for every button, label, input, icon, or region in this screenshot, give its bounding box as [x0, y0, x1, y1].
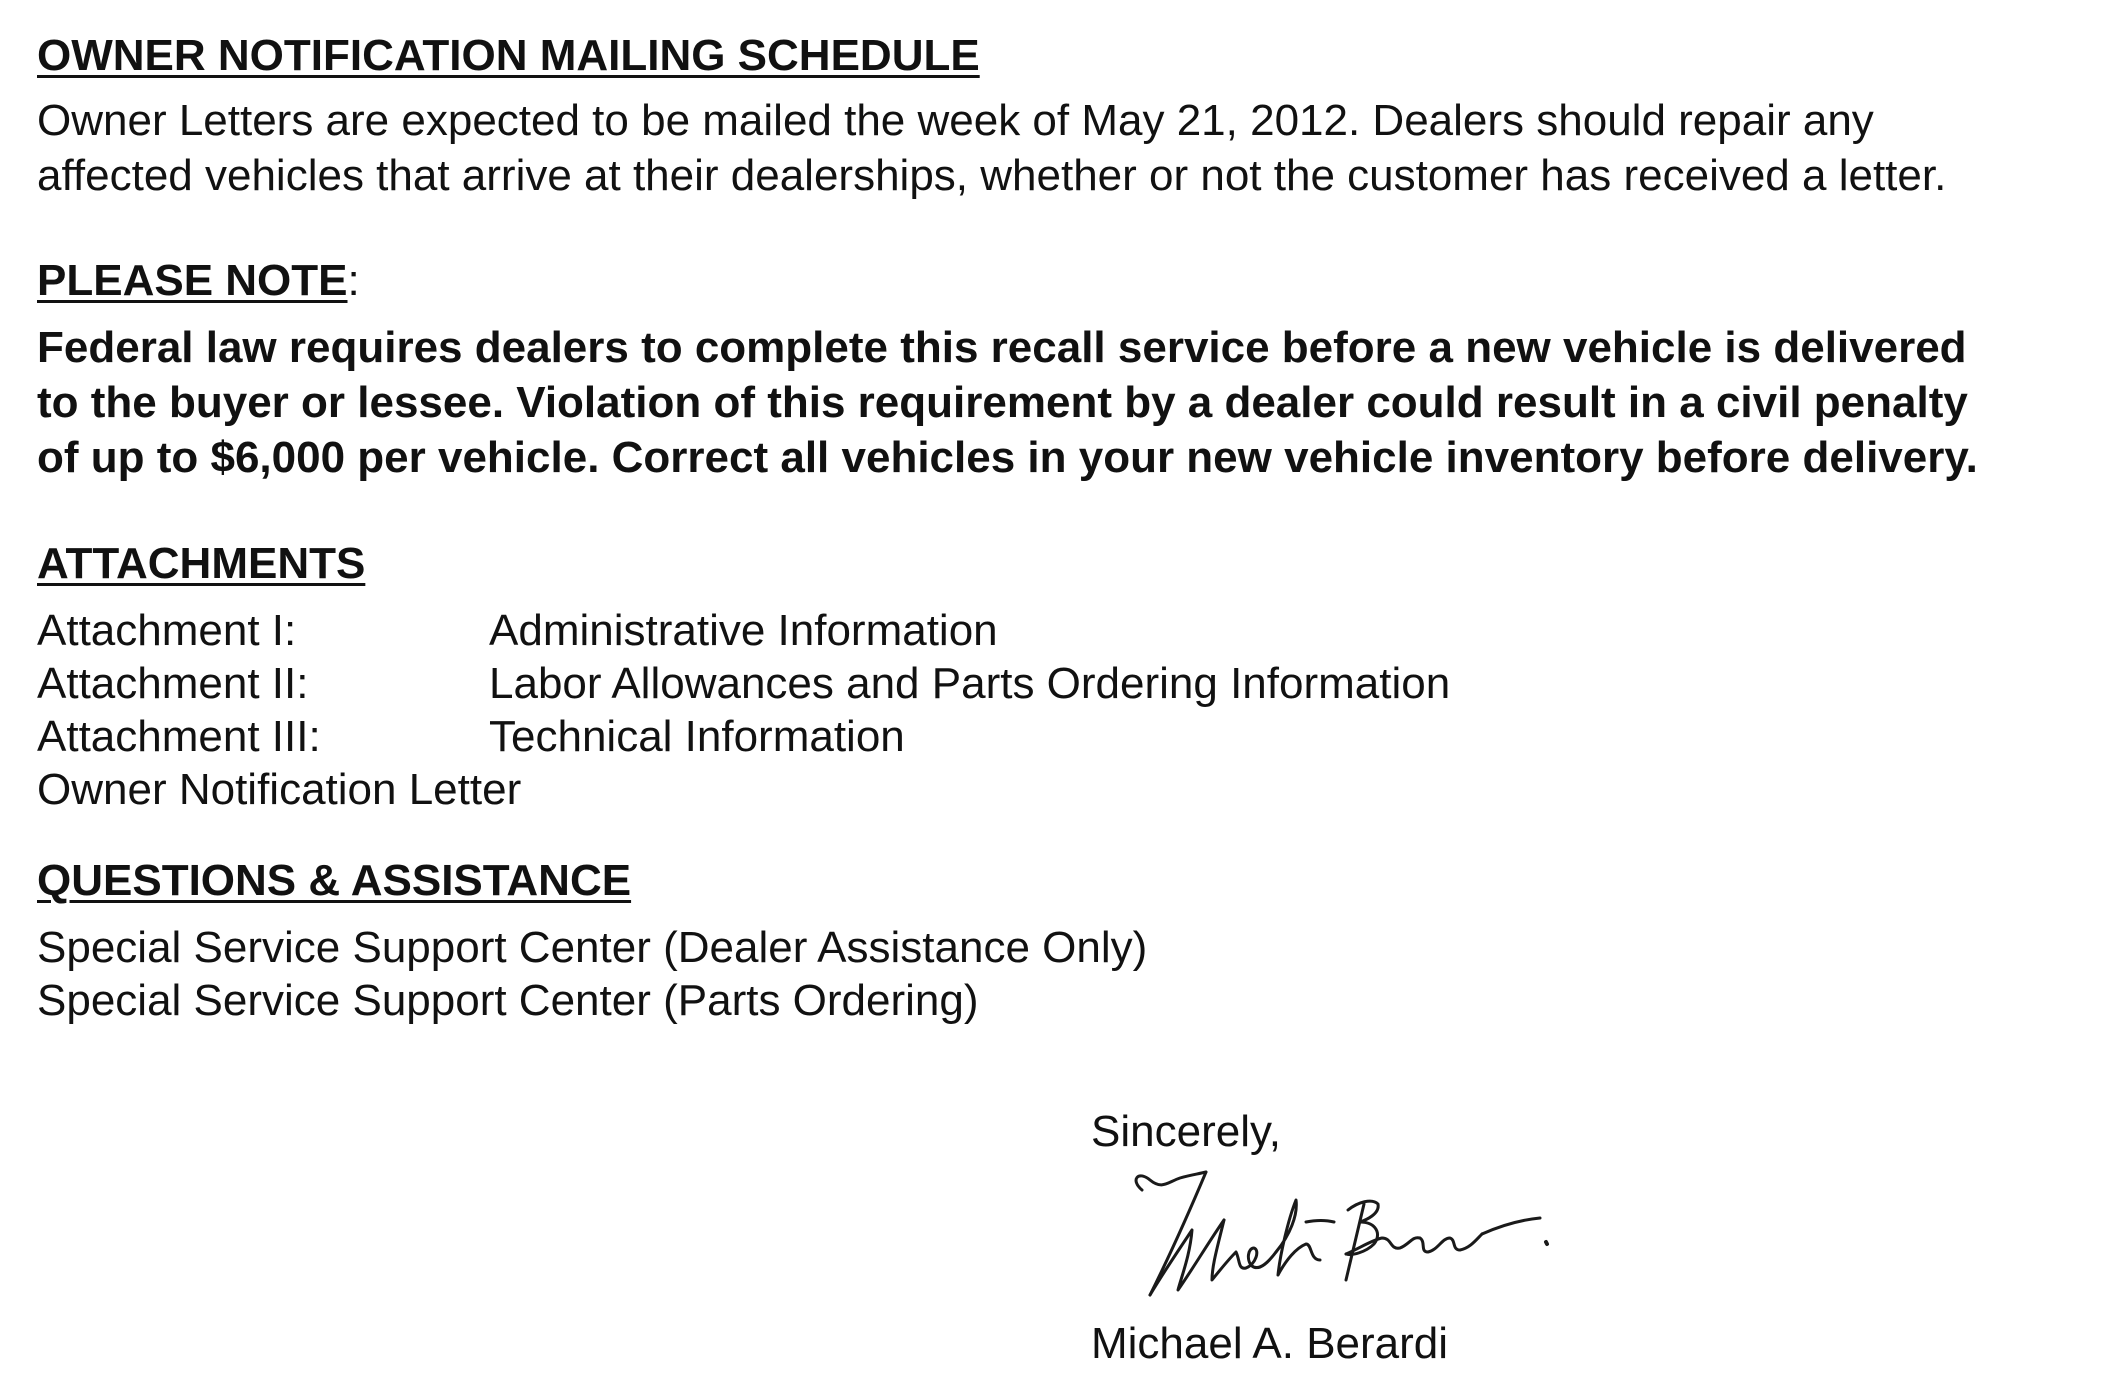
support-center-dealer-line: Special Service Support Center (Dealer Assistance Only)	[37, 923, 1148, 972]
attachment-title: Labor Allowances and Parts Ordering Information	[489, 659, 1451, 708]
closing-salutation: Sincerely,	[1091, 1107, 1281, 1156]
federal-law-notice-line-1: Federal law requires dealers to complete this recall service before a new vehicle is delivered	[37, 323, 1967, 372]
mailing-schedule-text-line-1: Owner Letters are expected to be mailed the week of May 21, 2012. Dealers should repair any	[37, 96, 1874, 145]
attachment-label: Attachment I:	[37, 606, 297, 655]
federal-law-notice-line-2: to the buyer or lessee. Violation of this requirement by a dealer could result in a civil penalty	[37, 378, 1968, 427]
federal-law-notice-line-3: of up to $6,000 per vehicle. Correct all vehicles in your new vehicle inventory before delivery.	[37, 433, 1978, 482]
handwritten-signature	[1120, 1160, 1580, 1310]
please-note-colon: :	[347, 256, 360, 305]
attachments-heading: ATTACHMENTS	[37, 539, 366, 588]
mailing-schedule-text-line-2: affected vehicles that arrive at their dealerships, whether or not the customer has received a letter.	[37, 151, 1947, 200]
owner-notification-letter-item: Owner Notification Letter	[37, 765, 522, 814]
federal-law-notice	[37, 320, 2107, 485]
questions-heading: QUESTIONS & ASSISTANCE	[37, 856, 632, 905]
attachment-label: Attachment III:	[37, 712, 321, 761]
attachment-title: Technical Information	[489, 712, 905, 761]
please-note-heading-line	[37, 255, 360, 307]
mailing-schedule-heading: OWNER NOTIFICATION MAILING SCHEDULE	[37, 31, 980, 80]
attachment-row	[37, 658, 1450, 710]
attachment-label: Attachment II:	[37, 659, 309, 708]
signer-name: Michael A. Berardi	[1091, 1319, 1449, 1368]
attachment-row	[37, 711, 905, 763]
support-center-parts-line: Special Service Support Center (Parts Ordering)	[37, 976, 979, 1025]
attachment-row	[37, 605, 998, 657]
please-note-heading: PLEASE NOTE	[37, 256, 348, 305]
attachment-title: Administrative Information	[489, 606, 998, 655]
